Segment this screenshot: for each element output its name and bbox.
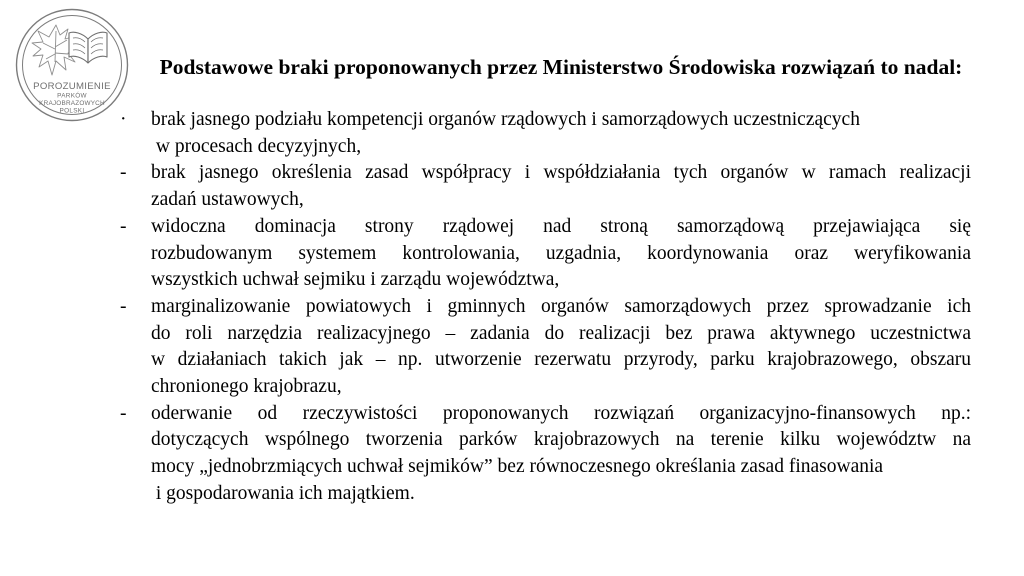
bullet-marker: - [120, 215, 127, 237]
bullet-text [151, 401, 971, 508]
logo-text-line: PARKÓW [57, 92, 87, 100]
bullet-line: chronionego krajobrazu, [151, 376, 342, 398]
logo-emblem [12, 5, 132, 125]
bullet-line: rozbudowanym systemem kontrolowania, uzgadnia, koordynowania oraz weryfikowania [151, 242, 971, 264]
bullet-line: zadań ustawowych, [151, 189, 304, 211]
bullet-line: dotyczących wspólnego tworzenia parków krajobrazowych na terenie kilku województw na [151, 429, 971, 451]
list-item [120, 214, 971, 294]
logo-text-line: POROZUMIENIE [33, 81, 111, 92]
bullet-text [151, 107, 971, 160]
bullet-line: widoczna dominacja strony rządowej nad stroną samorządową przejawiająca się [151, 215, 971, 237]
logo-porozumienie-parkow [12, 5, 132, 125]
bullet-line: oderwanie od rzeczywistości proponowanych rozwiązań organizacyjno-finansowych np.: [151, 402, 971, 424]
book-icon [69, 32, 107, 63]
list-item [120, 107, 971, 160]
bullet-marker: - [120, 402, 127, 424]
bullet-line: w procesach decyzyjnych, [151, 135, 362, 157]
bullet-line: mocy „jednobrzmiących uchwał sejmików” bez równoczesnego określania zasad finasowania [151, 456, 884, 478]
bullet-marker: - [120, 162, 127, 184]
list-item [120, 160, 971, 213]
logo-text-line: KRAJOBRAZOWYCH [39, 100, 105, 107]
slide-title: Podstawowe braki proponowanych przez Ministerstwo Środowiska rozwiązań to nadal: [159, 55, 963, 79]
bullet-list [120, 107, 971, 508]
bullet-text [151, 160, 971, 213]
bullet-text [151, 214, 971, 294]
bullet-line: w działaniach takich jak – np. utworzenie rezerwatu przyrody, parku krajobrazowego, obszaru [151, 349, 971, 371]
bullet-line: i gospodarowania ich majątkiem. [151, 482, 415, 504]
bullet-line: do roli narzędzia realizacyjnego – zadania do realizacji bez prawa aktywnego uczestnictwa [151, 322, 971, 344]
bullet-marker: - [120, 295, 127, 317]
bullet-marker: · [120, 109, 127, 130]
logo-text-line: POLSKI [59, 107, 85, 115]
bullet-line: wszystkich uchwał sejmiku i zarządu województwa, [151, 269, 560, 291]
bullet-line: brak jasnego określenia zasad współpracy i współdziałania tych organów w ramach realizacji [151, 162, 971, 184]
list-item [120, 294, 971, 401]
bullet-line: marginalizowanie powiatowych i gminnych organów samorządowych przez sprowadzanie ich [151, 295, 971, 317]
bullet-line: brak jasnego podziału kompetencji organów rządowych i samorządowych uczestniczących [151, 109, 860, 130]
bullet-text [151, 294, 971, 401]
list-item [120, 401, 971, 508]
